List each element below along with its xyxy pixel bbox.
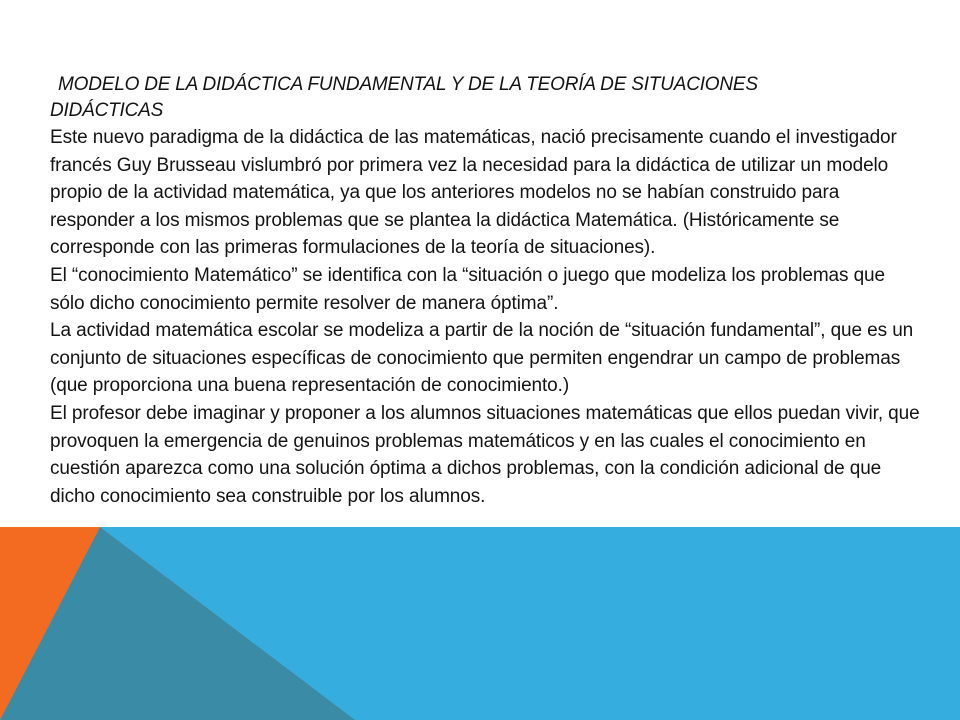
paragraph-paradigm: Este nuevo paradigma de la didáctica de las matemáticas, nació precisamente cuando el investigador francés Guy Brusseau vislumbró por primera vez la necesidad para la didáctica de utilizar un modelo propio de la actividad matemática, ya que los anteriores modelos no se habían construido para responder a los mismos problemas que se plantea la didáctica Matemática. (Históricamente se corresponde con las primeras formulaciones de la teoría de situaciones).	[50, 127, 897, 259]
footer-band-graphic	[0, 527, 960, 720]
paragraph-profesor: El profesor debe imaginar y proponer a los alumnos situaciones matemáticas que ellos puedan vivir, que provoquen la emergencia de genuinos problemas matemáticos y en las cuales el conocimiento en cuestión aparezca como una solución óptima a dichos problemas, con la condición adicional de que dicho conocimiento sea construible por los alumnos.	[50, 402, 920, 507]
paragraph-conocimiento: El “conocimiento Matemático” se identifica con la “situación o juego que modeliza los problemas que sólo dicho conocimiento permite resolver de manera óptima”.	[50, 264, 885, 314]
slide-title-line1: MODELO DE LA DIDÁCTICA FUNDAMENTAL Y DE LA TEORÍA DE SITUACIONES	[58, 74, 758, 95]
slide-content	[50, 72, 920, 510]
slide-title-line2: DIDÁCTICAS	[50, 100, 164, 121]
decorative-footer-band	[0, 527, 960, 720]
slide-title	[50, 72, 920, 124]
paragraph-actividad: La actividad matemática escolar se modeliza a partir de la noción de “situación fundamental”, que es un conjunto de situaciones específicas de conocimiento que permiten engendrar un campo de problemas (que proporciona una buena representación de conocimiento.)	[50, 320, 914, 397]
